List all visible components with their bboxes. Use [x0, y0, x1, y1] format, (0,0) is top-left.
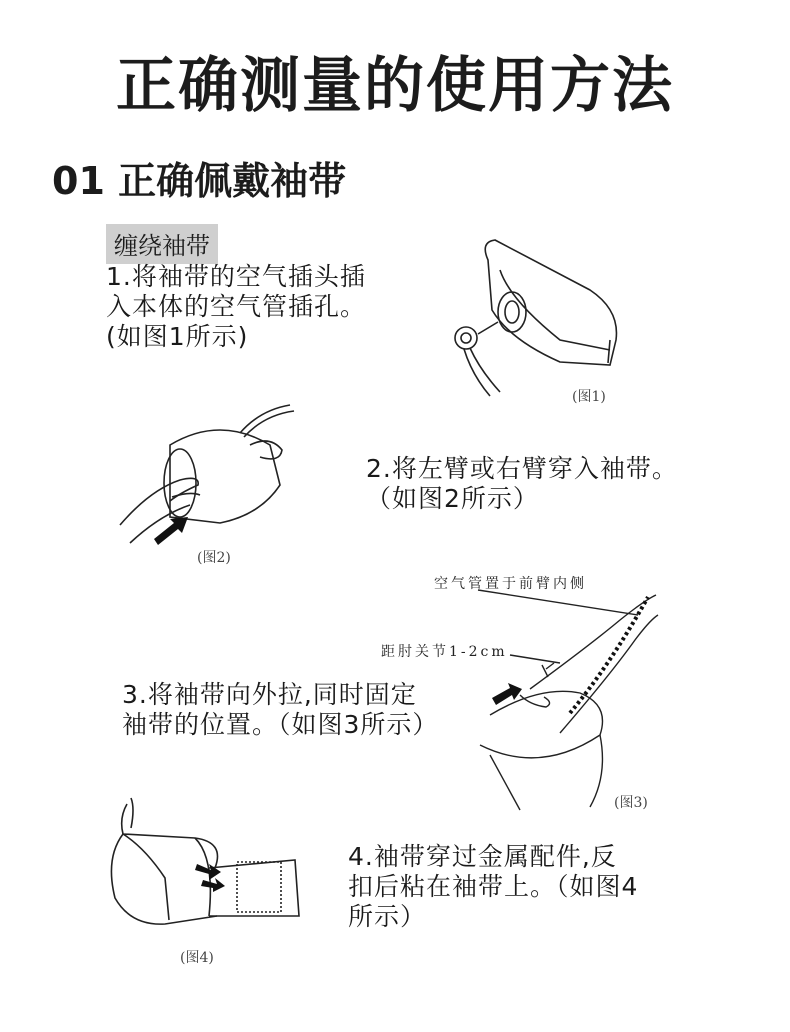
figure-1-caption: (图1) — [572, 389, 606, 405]
figure-2-caption: (图2) — [197, 550, 231, 566]
section-heading: 01 正确佩戴袖带 — [52, 159, 347, 203]
step-1-text: 1.将袖带的空气插头插 入本体的空气管插孔。 (如图1所示) — [106, 262, 367, 351]
step-4-text: 4.袖带穿过金属配件,反 扣后粘在袖带上。（如图4 所示） — [348, 842, 639, 931]
step-tag: 缠绕袖带 — [106, 224, 218, 264]
figure-3-caption: (图3) — [614, 795, 648, 811]
page-title: 正确测量的使用方法 — [116, 51, 674, 121]
figure-3-arm-position-illustration — [430, 585, 670, 810]
figure-3-distance-note: 距肘关节1-2cm — [381, 644, 508, 660]
figure-4-caption: (图4) — [180, 950, 214, 966]
figure-4-cuff-fastening-illustration — [105, 798, 305, 938]
figure-1-plug-illustration — [440, 230, 630, 400]
step-3-text: 3.将袖带向外拉,同时固定 袖带的位置。（如图3所示） — [122, 680, 439, 739]
figure-2-arm-into-cuff-illustration — [110, 405, 300, 555]
step-2-text: 2.将左臂或右臂穿入袖带。 （如图2所示） — [366, 454, 678, 513]
figure-3-tube-note: 空气管置于前臂内侧 — [434, 576, 587, 592]
